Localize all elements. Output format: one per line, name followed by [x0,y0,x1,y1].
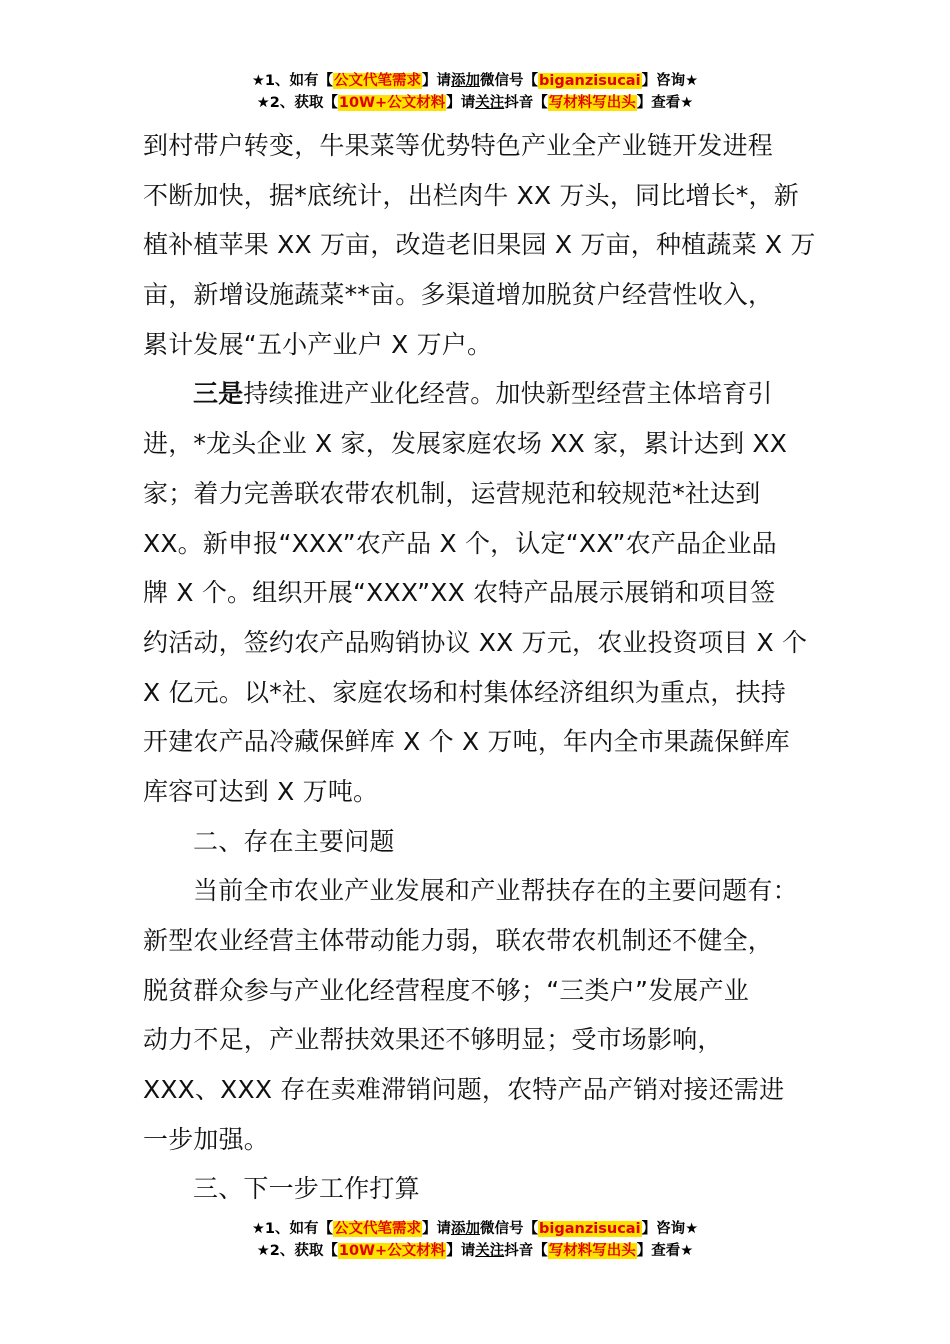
banner-highlight: 10W+公文材料 [338,95,446,111]
text-line: XX。新申报“XXX”农产品 X 个，认定“XX”农产品企业品 [143,528,777,558]
banner-text: 】咨询★ [641,73,699,89]
banner-highlight: 10W+公文材料 [338,1243,446,1259]
text-line: X 亿元。以*社、家庭农场和村集体经济组织为重点，扶持 [143,677,786,707]
banner-text: ★2、获取【 [256,1243,338,1259]
banner-line-2 [0,92,950,114]
section-heading-3: 三、下一步工作打算 [193,1174,420,1204]
text-line: 脱贫群众参与产业化经营程度不够；“三类户”发展产业 [143,975,749,1005]
header-banner [0,70,950,114]
text-line [143,369,811,419]
banner-highlight: biganzisucai [539,1221,641,1237]
paragraph-3 [143,866,811,1164]
banner-underlined: 添加 [451,73,481,89]
text-line: 到村带户转变，牛果菜等优势特色产业全产业链开发进程 [143,131,774,160]
text-line: 家；着力完善联农带农机制，运营规范和较规范*社达到 [143,478,761,508]
banner-text: 微信号【 [480,73,539,89]
banner-highlight: biganzisucai [539,73,641,89]
banner-line-2 [0,1240,950,1262]
text-line: 新型农业经营主体带动能力弱，联农带农机制还不健全， [143,926,774,955]
banner-highlight: 公文代笔需求 [334,1221,422,1237]
text-line: 约活动，签约农产品购销协议 XX 万元，农业投资项目 X 个 [143,627,808,657]
text-line: 亩，新增设施蔬菜**亩。多渠道增加脱贫户经营性收入， [143,280,774,310]
banner-text: ★1、如有【 [251,1221,334,1237]
banner-text: 】查看★ [636,95,694,111]
banner-text: 】请 [422,1221,452,1237]
document-body [143,121,816,1214]
banner-text: 】查看★ [636,1243,694,1259]
footer-banner [0,1218,950,1262]
banner-text: ★2、获取【 [256,95,338,111]
text-line: 动力不足，产业帮扶效果还不够明显；受市场影响， [143,1025,723,1055]
text-line: 一步加强。 [143,1124,270,1154]
banner-text: 微信号【 [480,1221,539,1237]
banner-text: 】请 [446,95,476,111]
emphasis-label: 三是 [193,379,244,409]
banner-text: ★1、如有【 [251,73,334,89]
text-line: 进，*龙头企业 X 家，发展家庭农场 XX 家，累计达到 XX [143,429,788,459]
banner-underlined: 添加 [451,1221,481,1237]
banner-text: 】咨询★ [641,1221,699,1237]
text-line: XXX、XXX 存在卖难滞销问题，农特产品产销对接还需进 [143,1075,785,1105]
banner-line-1 [0,70,950,92]
banner-line-1 [0,1218,950,1240]
banner-highlight: 写材料写出头 [548,1243,636,1259]
banner-text: 抖音【 [504,1243,548,1259]
banner-underlined: 关注 [475,1243,505,1259]
text-line: 开建农产品冷藏保鲜库 X 个 X 万吨，年内全市果蔬保鲜库 [143,727,790,757]
banner-highlight: 公文代笔需求 [334,73,422,89]
text-line: 不断加快，据*底统计，出栏肉牛 XX 万头，同比增长*，新 [143,180,799,210]
text-line: 库容可达到 X 万吨。 [143,776,379,806]
section-heading-2: 二、存在主要问题 [193,826,395,856]
banner-text: 】请 [422,73,452,89]
text-line: 植补植苹果 XX 万亩，改造老旧果园 X 万亩，种植蔬菜 X 万 [143,230,816,260]
banner-text: 抖音【 [504,95,548,111]
banner-text: 】请 [446,1243,476,1259]
text-line: 当前全市农业产业发展和产业帮扶存在的主要问题有： [193,876,798,906]
paragraph-1 [143,121,816,369]
text-line: 累计发展“五小产业户 X 万户。 [143,329,493,359]
banner-underlined: 关注 [475,95,505,111]
banner-highlight: 写材料写出头 [548,95,636,111]
paragraph-2 [143,369,811,816]
text-line: 牌 X 个。组织开展“XXX”XX 农特产品展示展销和项目签 [143,578,776,608]
text-span: 持续推进产业化经营。加快新型经营主体培育引 [243,379,773,409]
